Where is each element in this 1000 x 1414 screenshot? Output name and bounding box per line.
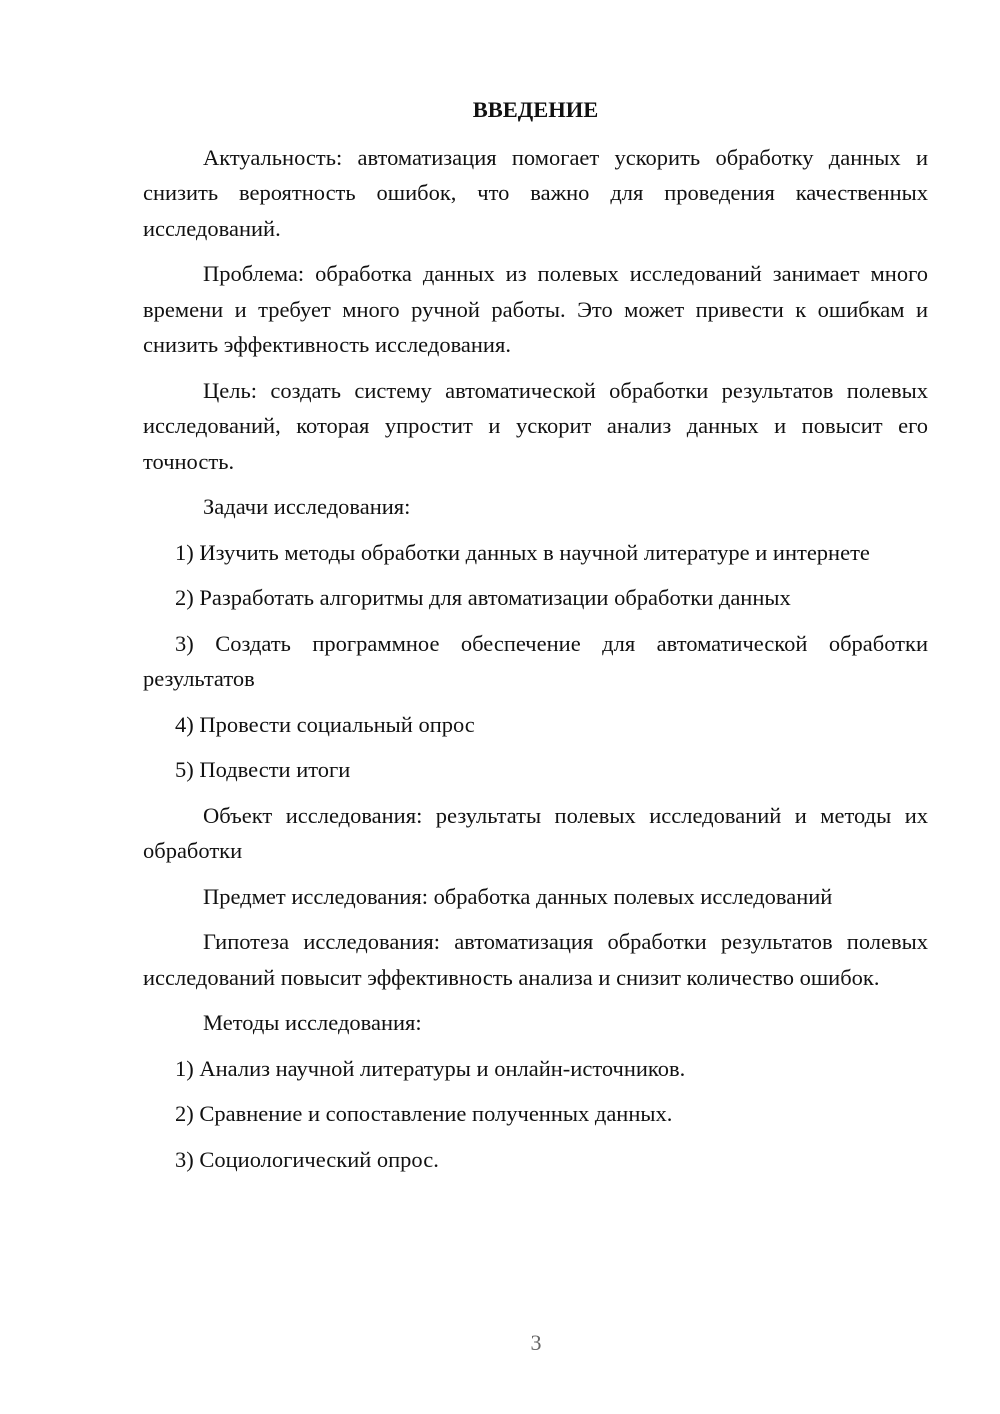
relevance-paragraph: Актуальность: автоматизация помогает ускорить обработку данных и снизить вероятность ошибок, что важно для проведения качественных исследований.: [143, 144, 928, 241]
task-item: 5) Подвести итоги: [175, 757, 351, 782]
task-item: 1) Изучить методы обработки данных в научной литературе и интернете: [175, 539, 870, 565]
page-number: 3: [530, 1330, 542, 1355]
task-item: 4) Провести социальный опрос: [175, 711, 475, 737]
task-item: 2) Разработать алгоритмы для автоматизации обработки данных: [175, 585, 791, 610]
object-paragraph: Объект исследования: результаты полевых исследований и методы их обработки: [143, 802, 928, 863]
methods-title: Методы исследования:: [203, 1010, 422, 1035]
hypothesis-paragraph: Гипотеза исследования: автоматизация обработки результатов полевых исследований повысит эффективность анализа и снизит количество ошибок.: [143, 929, 928, 990]
task-item: 3) Создать программное обеспечение для автоматической обработки результатов: [143, 630, 928, 691]
section-heading: ВВЕДЕНИЕ: [472, 97, 599, 122]
goal-paragraph: Цель: создать систему автоматической обработки результатов полевых исследований, которая упростит и ускорит анализ данных и повысит его точность.: [143, 377, 928, 474]
page-content: [143, 92, 928, 1187]
method-item: 1) Анализ научной литературы и онлайн-источников.: [175, 1055, 686, 1081]
method-item: 3) Социологический опрос.: [175, 1146, 439, 1172]
method-item: 2) Сравнение и сопоставление полученных данных.: [175, 1101, 673, 1126]
subject-paragraph: Предмет исследования: обработка данных полевых исследований: [203, 883, 833, 909]
tasks-title: Задачи исследования:: [203, 494, 411, 519]
problem-paragraph: Проблема: обработка данных из полевых исследований занимает много времени и требует много ручной работы. Это может привести к ошибкам и снизить эффективность исследования.: [143, 261, 928, 357]
